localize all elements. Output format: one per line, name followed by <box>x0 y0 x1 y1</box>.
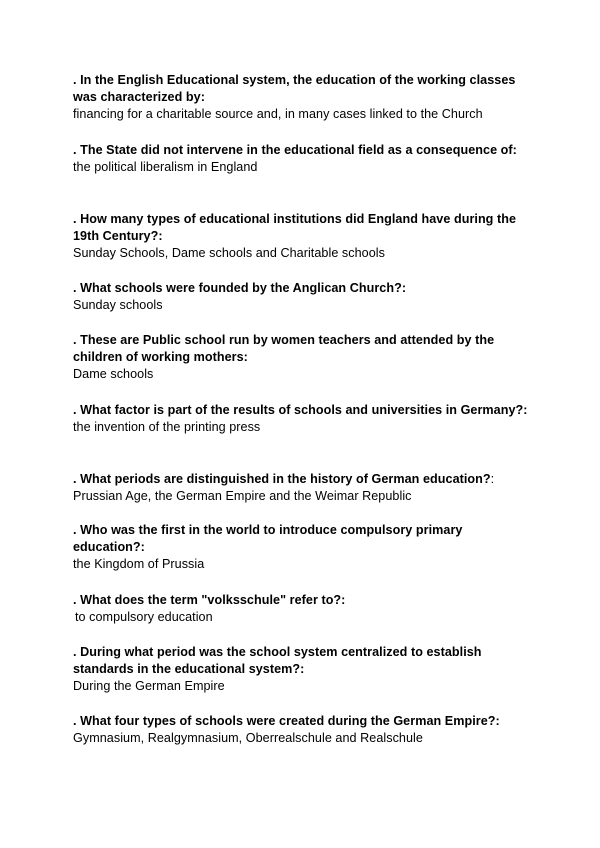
question-text <box>73 471 533 488</box>
question-text: . What does the term "volksschule" refer to?: <box>73 593 346 607</box>
answer-text: the Kingdom of Prussia <box>73 557 205 571</box>
question-text: . How many types of educational institutions did England have during the 19th Century?: <box>73 212 517 243</box>
question-text: . Who was the first in the world to introduce compulsory primary education?: <box>73 523 463 554</box>
qa-item-3 <box>73 211 533 262</box>
answer-text: financing for a charitable source and, in many cases linked to the Church <box>73 107 483 121</box>
qa-item-10 <box>73 644 533 695</box>
qa-item-1 <box>73 72 533 123</box>
qa-item-2 <box>73 142 533 176</box>
answer-text: During the German Empire <box>73 679 225 693</box>
question-text: . What schools were founded by the Anglican Church?: <box>73 281 407 295</box>
answer-text: Dame schools <box>73 367 154 381</box>
question-text: . What factor is part of the results of schools and universities in Germany?: <box>73 403 528 417</box>
question-main: . What periods are distinguished in the history of German education? <box>73 472 491 486</box>
qa-item-6 <box>73 402 533 436</box>
answer-text: Gymnasium, Realgymnasium, Oberrealschule and Realschule <box>73 731 423 745</box>
qa-item-8 <box>73 522 533 573</box>
qa-item-9 <box>73 592 533 626</box>
question-text: . During what period was the school system centralized to establish standards in the educational system?: <box>73 645 482 676</box>
answer-text: Sunday Schools, Dame schools and Charitable schools <box>73 246 385 260</box>
qa-item-5 <box>73 332 533 383</box>
question-text: . What four types of schools were created during the German Empire?: <box>73 714 500 728</box>
question-text: . The State did not intervene in the educational field as a consequence of: <box>73 143 517 157</box>
answer-text: Sunday schools <box>73 298 163 312</box>
answer-text: the invention of the printing press <box>73 420 261 434</box>
qa-item-7 <box>73 471 533 505</box>
answer-text: the political liberalism in England <box>73 160 258 174</box>
answer-text: to compulsory education <box>75 610 213 624</box>
question-text: . In the English Educational system, the education of the working classes was characterized by: <box>73 73 516 104</box>
answer-text: Prussian Age, the German Empire and the Weimar Republic <box>73 489 412 503</box>
qa-item-4 <box>73 280 533 314</box>
qa-item-11 <box>73 713 533 747</box>
question-tail: : <box>490 472 495 486</box>
question-text: . These are Public school run by women teachers and attended by the children of working mothers: <box>73 333 495 364</box>
